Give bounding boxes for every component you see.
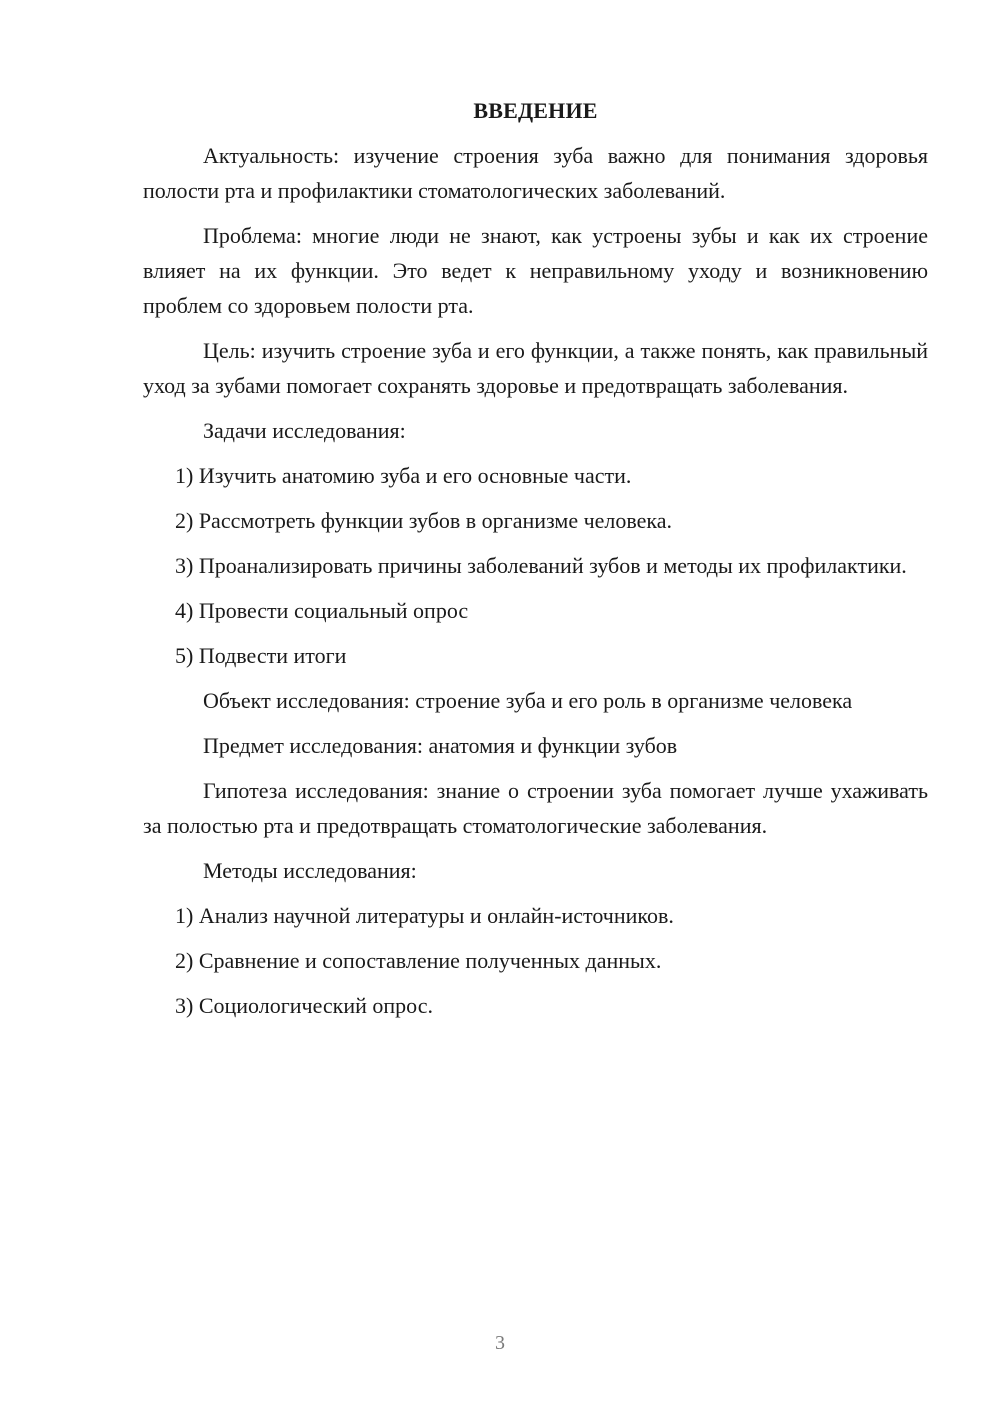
relevance-paragraph: Актуальность: изучение строения зуба важно для понимания здоровья полости рта и профилактики стоматологических заболеваний. bbox=[143, 143, 928, 203]
page-title: ВВЕДЕНИЕ bbox=[473, 98, 598, 123]
hypothesis-paragraph: Гипотеза исследования: знание о строении зуба помогает лучше ухаживать за полостью рта и предотвращать стоматологические заболевания. bbox=[143, 778, 928, 838]
methods-heading: Методы исследования: bbox=[203, 858, 417, 883]
document-page bbox=[143, 93, 928, 1033]
subject-paragraph: Предмет исследования: анатомия и функции зубов bbox=[203, 733, 678, 758]
object-paragraph: Объект исследования: строение зуба и его роль в организме человека bbox=[203, 688, 853, 713]
task-item-5: 5) Подвести итоги bbox=[175, 643, 347, 668]
page-number: 3 bbox=[495, 1332, 505, 1354]
task-item-4: 4) Провести социальный опрос bbox=[175, 598, 469, 623]
method-item-1: 1) Анализ научной литературы и онлайн-источников. bbox=[175, 903, 674, 928]
task-item-1: 1) Изучить анатомию зуба и его основные части. bbox=[175, 463, 632, 488]
tasks-heading: Задачи исследования: bbox=[203, 418, 406, 443]
task-item-2: 2) Рассмотреть функции зубов в организме человека. bbox=[175, 508, 673, 533]
method-item-2: 2) Сравнение и сопоставление полученных данных. bbox=[175, 948, 662, 973]
task-item-3: 3) Проанализировать причины заболеваний зубов и методы их профилактики. bbox=[175, 553, 907, 578]
problem-paragraph: Проблема: многие люди не знают, как устроены зубы и как их строение влияет на их функции. Это ведет к неправильному уходу и возникновению проблем со здоровьем полости рта. bbox=[143, 223, 928, 318]
method-item-3: 3) Социологический опрос. bbox=[175, 993, 433, 1018]
goal-paragraph: Цель: изучить строение зуба и его функции, а также понять, как правильный уход за зубами помогает сохранять здоровье и предотвращать заболевания. bbox=[143, 338, 928, 398]
